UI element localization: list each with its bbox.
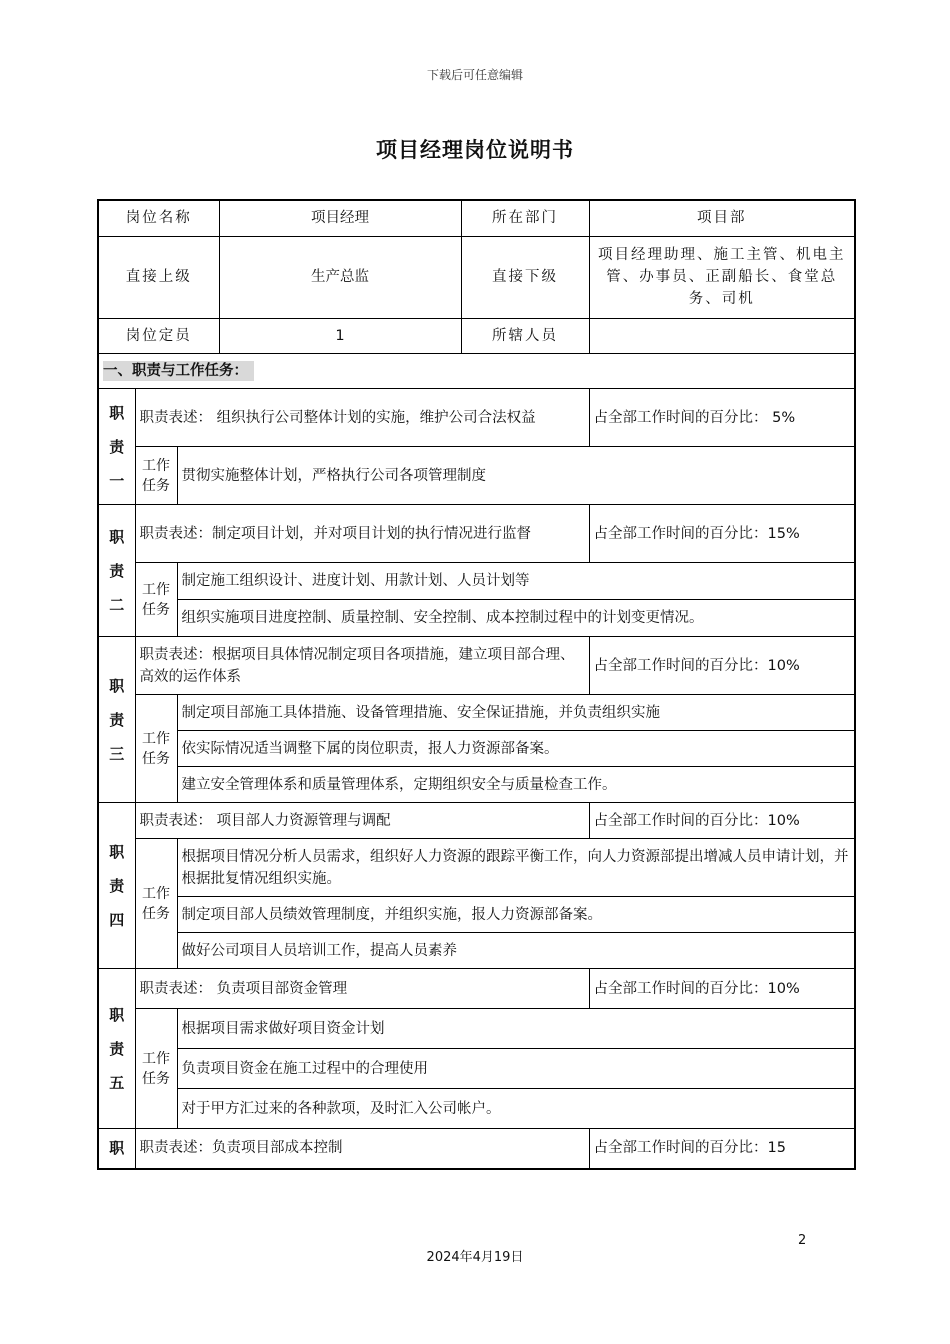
duty-6-statement-row xyxy=(98,1129,855,1169)
duties-table xyxy=(97,353,856,1170)
duty-1-percent: 占全部工作时间的百分比： 5% xyxy=(589,389,855,447)
duty-2-heading: 职 责 二 xyxy=(98,505,135,637)
duty-3-task-1: 制定项目部施工具体措施、设备管理措施、安全保证措施，并负责组织实施 xyxy=(177,695,855,731)
value-staff xyxy=(589,318,855,354)
label-department: 所在部门 xyxy=(461,200,589,236)
duty-1-heading: 职 责 一 xyxy=(98,389,135,505)
duty-4-task-3: 做好公司项目人员培训工作，提高人员素养 xyxy=(177,933,855,969)
page-title: 项目经理岗位说明书 xyxy=(376,138,574,162)
duty-6-heading: 职 xyxy=(98,1129,135,1169)
duty-2-task-row xyxy=(98,600,855,637)
duty-4-task-row xyxy=(98,897,855,933)
duty-2-task-2: 组织实施项目进度控制、质量控制、安全控制、成本控制过程中的计划变更情况。 xyxy=(177,600,855,637)
duty-2-percent: 占全部工作时间的百分比：15% xyxy=(589,505,855,563)
header-note: 下载后可任意编辑 xyxy=(426,68,523,82)
duty-3-percent: 占全部工作时间的百分比：10% xyxy=(589,637,855,695)
info-row-headcount xyxy=(98,318,855,354)
duty-5-task-row xyxy=(98,1089,855,1129)
duty-4-statement: 职责表述： 项目部人力资源管理与调配 xyxy=(135,803,589,839)
duty-1-task-1: 贯彻实施整体计划，严格执行公司各项管理制度 xyxy=(177,447,855,505)
label-direct-superior: 直接上级 xyxy=(98,236,219,318)
duty-3-task-label: 工作 任务 xyxy=(135,695,177,803)
duty-5-task-1: 根据项目需求做好项目资金计划 xyxy=(177,1009,855,1049)
duty-4-task-row xyxy=(98,839,855,897)
duty-6-statement: 职责表述：负责项目部成本控制 xyxy=(135,1129,589,1169)
value-position-name: 项目经理 xyxy=(219,200,461,236)
duty-1-statement: 职责表述： 组织执行公司整体计划的实施，维护公司合法权益 xyxy=(135,389,589,447)
duty-2-task-1: 制定施工组织设计、进度计划、用款计划、人员计划等 xyxy=(177,563,855,600)
section-title: 一、职责与工作任务： xyxy=(103,361,254,381)
position-info-table xyxy=(97,199,856,355)
page-number: 2 xyxy=(798,1233,807,1248)
duty-6-percent: 占全部工作时间的百分比：15 xyxy=(589,1129,855,1169)
footer-date: 2024年4月19日 xyxy=(426,1250,524,1265)
duty-5-statement: 职责表述： 负责项目部资金管理 xyxy=(135,969,589,1009)
value-department: 项目部 xyxy=(589,200,855,236)
duty-2-task-label: 工作 任务 xyxy=(135,563,177,637)
label-position-name: 岗位名称 xyxy=(98,200,219,236)
duty-5-task-3: 对于甲方汇过来的各种款项，及时汇入公司帐户。 xyxy=(177,1089,855,1129)
duty-5-task-row xyxy=(98,1049,855,1089)
duty-1-statement-row xyxy=(98,389,855,447)
value-direct-subordinates: 项目经理助理、施工主管、机电主管、办事员、正副船长、食堂总务、司机 xyxy=(589,236,855,318)
duty-5-task-row xyxy=(98,1009,855,1049)
duty-4-task-label: 工作 任务 xyxy=(135,839,177,969)
duty-1-task-label: 工作 任务 xyxy=(135,447,177,505)
duty-1-task-row xyxy=(98,447,855,505)
duty-3-statement-row xyxy=(98,637,855,695)
duty-3-statement: 职责表述：根据项目具体情况制定项目各项措施，建立项目部合理、高效的运作体系 xyxy=(135,637,589,695)
duty-2-statement-row xyxy=(98,505,855,563)
duty-3-task-3: 建立安全管理体系和质量管理体系，定期组织安全与质量检查工作。 xyxy=(177,767,855,803)
info-row-position xyxy=(98,200,855,236)
duty-4-task-2: 制定项目部人员绩效管理制度，并组织实施，报人力资源部备案。 xyxy=(177,897,855,933)
duty-3-task-row xyxy=(98,695,855,731)
value-headcount: 1 xyxy=(219,318,461,354)
info-row-reporting xyxy=(98,236,855,318)
label-staff: 所辖人员 xyxy=(461,318,589,354)
duty-2-task-row xyxy=(98,563,855,600)
duty-5-task-label: 工作 任务 xyxy=(135,1009,177,1129)
duty-5-percent: 占全部工作时间的百分比：10% xyxy=(589,969,855,1009)
label-headcount: 岗位定员 xyxy=(98,318,219,354)
section-header-row xyxy=(98,354,855,389)
duty-3-heading: 职 责 三 xyxy=(98,637,135,803)
duty-3-task-2: 依实际情况适当调整下属的岗位职责，报人力资源部备案。 xyxy=(177,731,855,767)
duty-3-task-row xyxy=(98,767,855,803)
duty-5-task-2: 负责项目资金在施工过程中的合理使用 xyxy=(177,1049,855,1089)
section-header xyxy=(98,354,855,389)
duty-4-task-1: 根据项目情况分析人员需求，组织好人力资源的跟踪平衡工作，向人力资源部提出增减人员申请计划，并根据批复情况组织实施。 xyxy=(177,839,855,897)
duty-5-statement-row xyxy=(98,969,855,1009)
value-direct-superior: 生产总监 xyxy=(219,236,461,318)
duty-4-percent: 占全部工作时间的百分比：10% xyxy=(589,803,855,839)
duty-4-heading: 职 责 四 xyxy=(98,803,135,969)
duty-5-heading: 职 责 五 xyxy=(98,969,135,1129)
duty-4-statement-row xyxy=(98,803,855,839)
duty-2-statement: 职责表述：制定项目计划，并对项目计划的执行情况进行监督 xyxy=(135,505,589,563)
duty-4-task-row xyxy=(98,933,855,969)
label-direct-subordinates: 直接下级 xyxy=(461,236,589,318)
duty-3-task-row xyxy=(98,731,855,767)
